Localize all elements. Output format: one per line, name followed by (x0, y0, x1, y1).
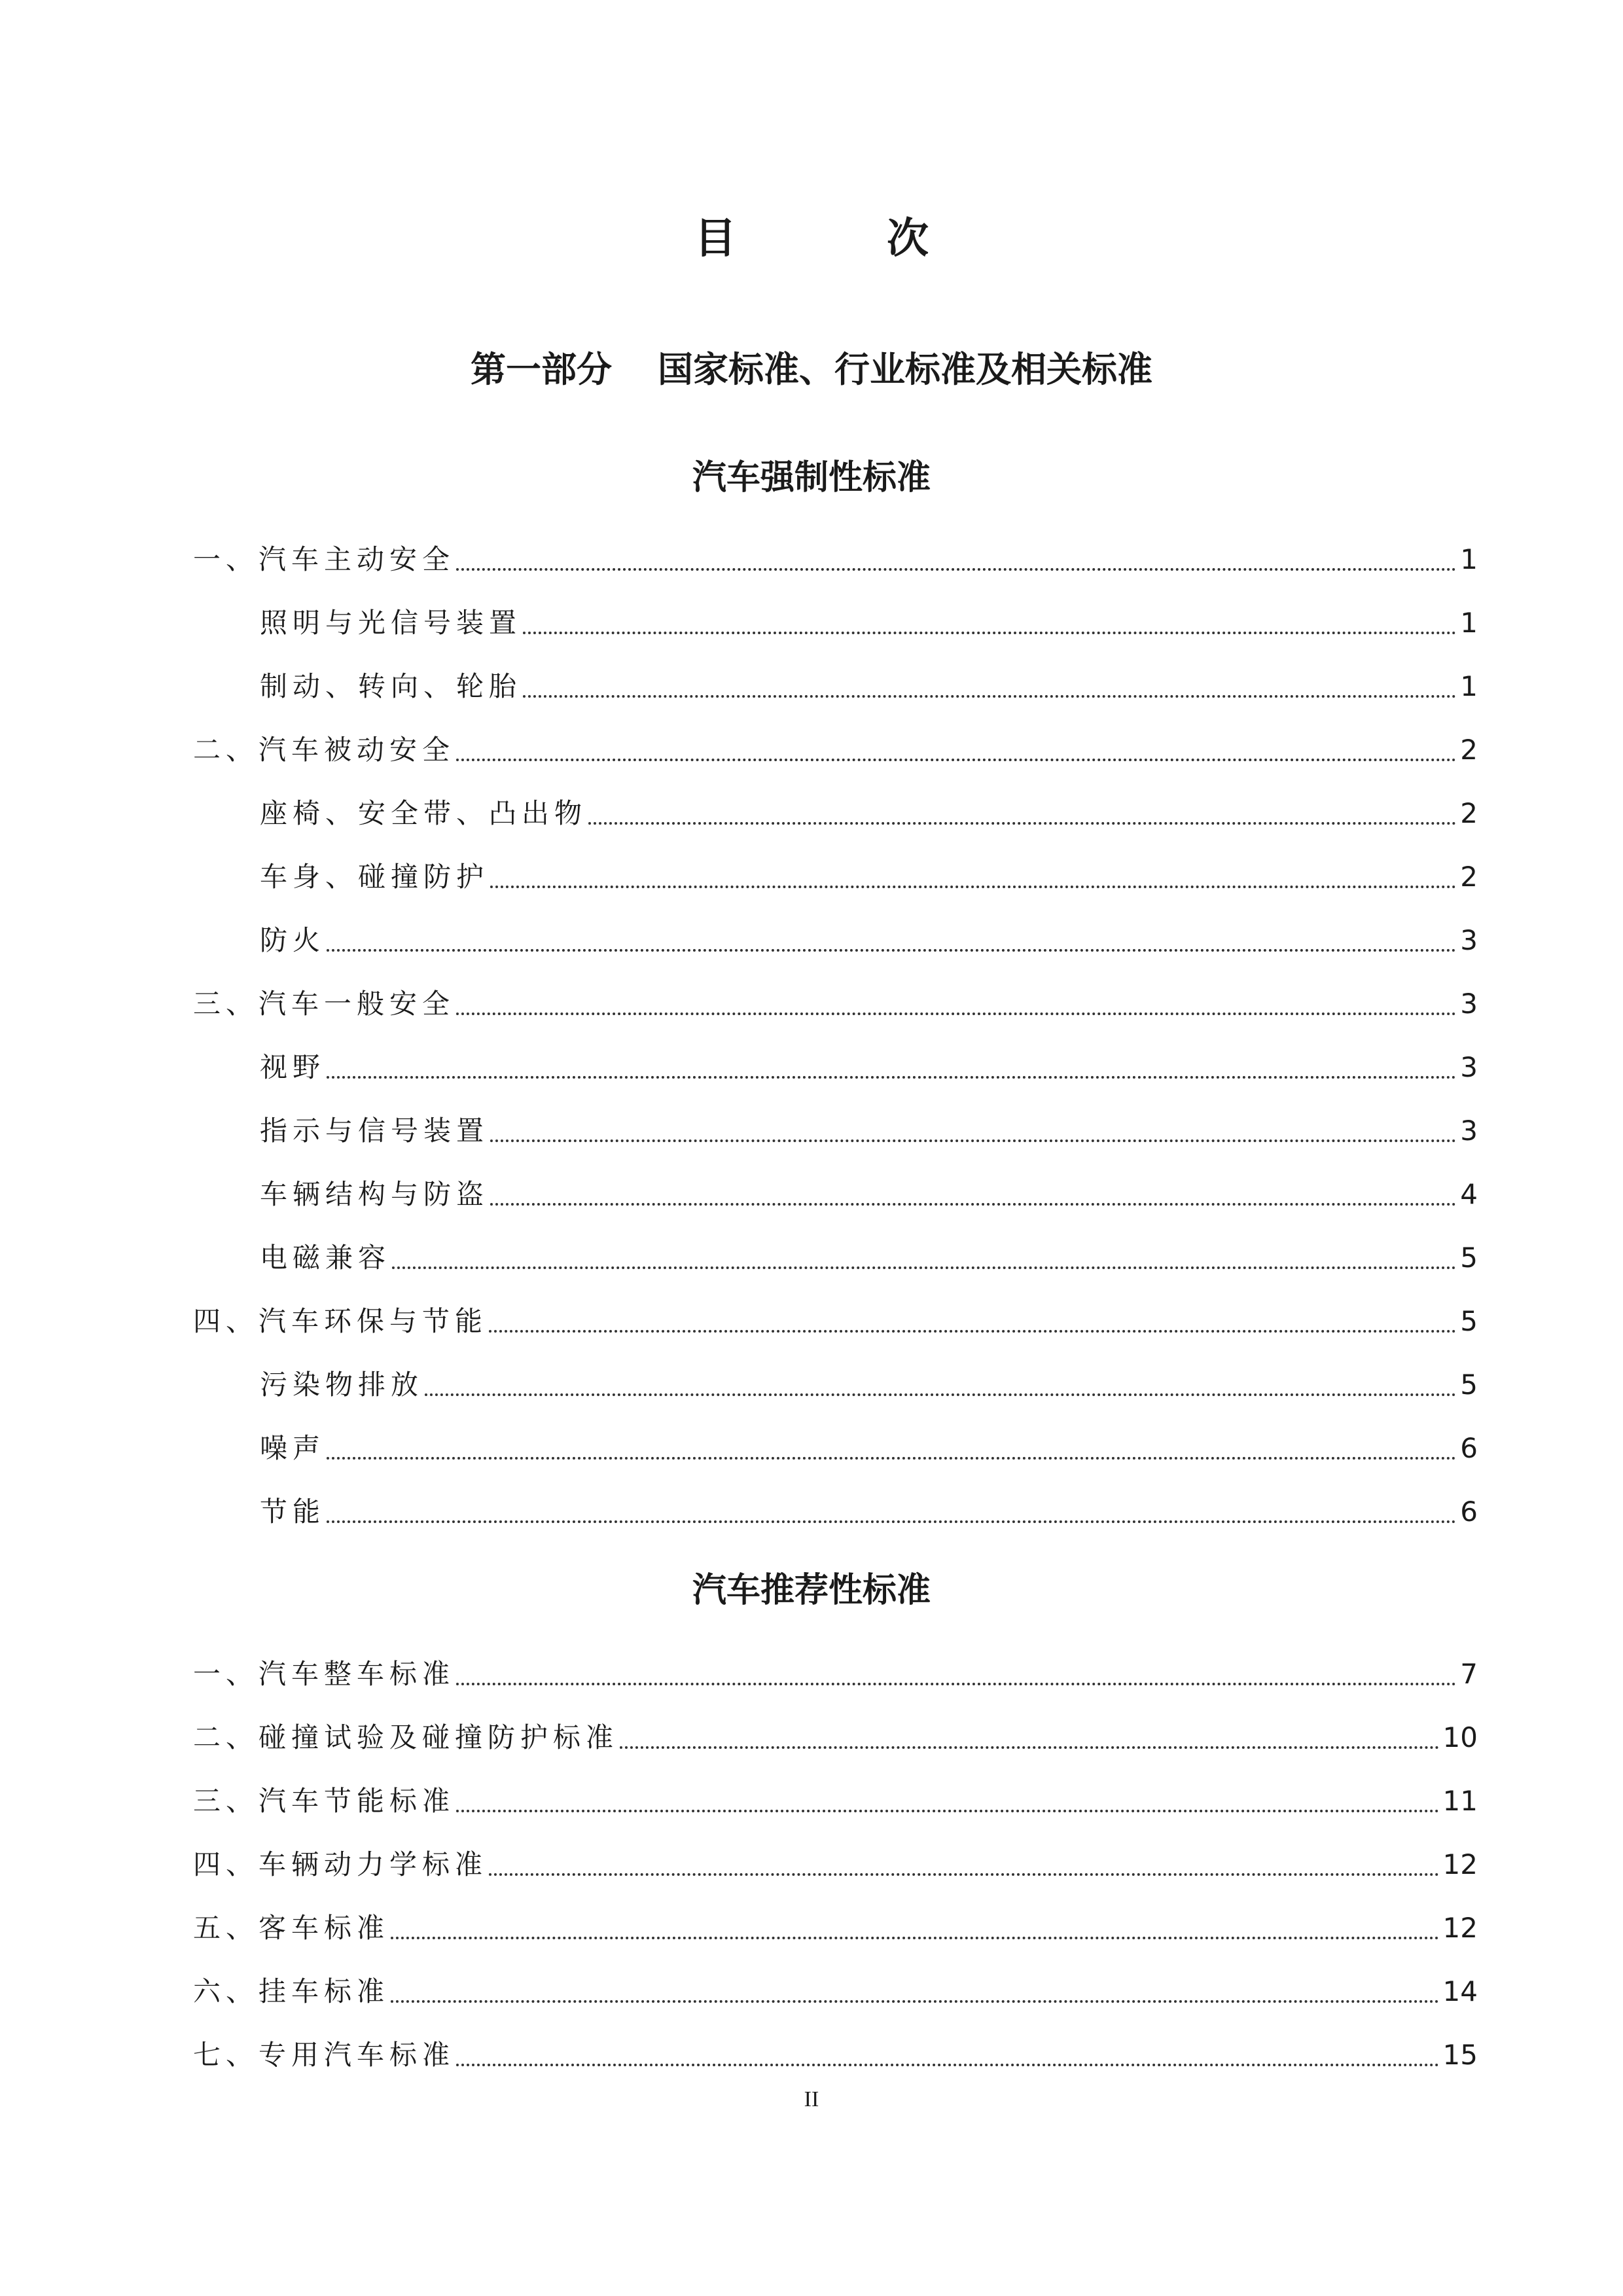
toc-entry-label: 噪声 (260, 1432, 326, 1464)
toc-entry[interactable] (260, 1175, 1478, 1214)
toc-entry[interactable] (260, 857, 1478, 897)
toc-leader-dots (391, 1937, 1439, 1939)
toc-entry[interactable] (193, 540, 1478, 579)
toc-entry-page: 2 (1460, 797, 1478, 829)
toc-entry[interactable] (260, 603, 1478, 643)
toc-entry-label: 污染物排放 (260, 1369, 424, 1401)
toc-entry[interactable] (193, 730, 1478, 770)
page-title-char-1: 目 (694, 215, 736, 263)
toc-leader-dots (490, 886, 1456, 888)
toc-entry-label: 二、汽车被动安全 (193, 734, 455, 766)
toc-leader-dots (588, 822, 1456, 825)
toc-entry-page: 6 (1460, 1432, 1478, 1464)
toc-leader-dots (456, 759, 1456, 761)
toc-entry-label: 指示与信号装置 (260, 1115, 490, 1147)
toc-entry-label: 座椅、安全带、凸出物 (260, 797, 588, 829)
toc-entry[interactable] (193, 1909, 1478, 1948)
page-title-char-2: 次 (887, 215, 929, 263)
toc-entry-page: 2 (1460, 734, 1478, 766)
toc-entry[interactable] (193, 1972, 1478, 2011)
toc-entry-page: 12 (1442, 1912, 1478, 1944)
toc-leader-dots (456, 568, 1456, 571)
toc-entry-page: 3 (1460, 924, 1478, 956)
toc-entry[interactable] (260, 921, 1478, 960)
toc-entry-page: 2 (1460, 861, 1478, 893)
toc-leader-dots (523, 632, 1456, 634)
part-name: 国家标准、行业标准及相关标准 (658, 349, 1152, 390)
toc-entry[interactable] (260, 1492, 1478, 1532)
toc-entry-label: 节能 (260, 1496, 326, 1528)
toc-entry-label: 视野 (260, 1051, 326, 1083)
toc-leader-dots (456, 1013, 1456, 1015)
toc-entry-page: 5 (1460, 1242, 1478, 1274)
toc-entry-page: 5 (1460, 1369, 1478, 1401)
toc-entry-page: 7 (1460, 1658, 1478, 1690)
toc-entry-label: 一、汽车整车标准 (193, 1658, 455, 1690)
toc-entry[interactable] (260, 667, 1478, 706)
toc-entry-label: 车身、碰撞防护 (260, 861, 490, 893)
toc-entry-page: 12 (1442, 1848, 1478, 1880)
toc-entry[interactable] (260, 1111, 1478, 1151)
toc-entry[interactable] (260, 1238, 1478, 1278)
toc-leader-dots (523, 695, 1456, 698)
toc-leader-dots (456, 1683, 1456, 1685)
part-number: 第一部分 (471, 349, 612, 390)
toc-entry-label: 制动、转向、轮胎 (260, 670, 522, 702)
toc-leader-dots (327, 949, 1456, 952)
toc-entry[interactable] (260, 1429, 1478, 1468)
toc-entry-label: 七、专用汽车标准 (193, 2039, 455, 2071)
toc-entry-page: 10 (1442, 1721, 1478, 1753)
toc-leader-dots (489, 1873, 1439, 1876)
toc-entry-page: 3 (1460, 988, 1478, 1020)
toc-leader-dots (392, 1266, 1456, 1269)
page-number-footer: II (804, 2087, 819, 2111)
toc-entry-label: 照明与光信号装置 (260, 607, 522, 639)
toc-leader-dots (425, 1393, 1456, 1396)
page-title (0, 213, 1623, 265)
toc-entry-page: 14 (1442, 1975, 1478, 2007)
toc-entry-label: 四、汽车环保与节能 (193, 1305, 488, 1337)
toc-entry-page: 1 (1460, 607, 1478, 639)
toc-entry-label: 二、碰撞试验及碰撞防护标准 (193, 1721, 619, 1753)
toc-entry[interactable] (193, 1782, 1478, 1821)
toc-entry-label: 六、挂车标准 (193, 1975, 390, 2007)
toc-entry-page: 3 (1460, 1115, 1478, 1147)
toc-entry-page: 5 (1460, 1305, 1478, 1337)
toc-entry-page: 11 (1442, 1785, 1478, 1817)
toc-entry-page: 1 (1460, 670, 1478, 702)
toc-entry[interactable] (260, 1048, 1478, 1087)
toc-leader-dots (456, 2064, 1439, 2066)
toc-entry-label: 车辆结构与防盗 (260, 1178, 490, 1210)
toc-leader-dots (490, 1203, 1456, 1206)
toc-entry[interactable] (193, 1655, 1478, 1694)
toc-leader-dots (456, 1810, 1439, 1812)
toc-leader-dots (327, 1520, 1456, 1523)
part-heading (0, 347, 1623, 393)
toc-entry[interactable] (193, 2036, 1478, 2075)
section-heading-mandatory: 汽车强制性标准 (692, 458, 931, 497)
toc-entry-label: 三、汽车一般安全 (193, 988, 455, 1020)
toc-entry-page: 6 (1460, 1496, 1478, 1528)
toc-entry-label: 一、汽车主动安全 (193, 543, 455, 575)
toc-leader-dots (327, 1457, 1456, 1460)
toc-entry-page: 1 (1460, 543, 1478, 575)
toc-leader-dots (489, 1330, 1456, 1333)
toc-entry[interactable] (193, 984, 1478, 1024)
toc-entry[interactable] (260, 794, 1478, 833)
toc-entry-label: 三、汽车节能标准 (193, 1785, 455, 1817)
toc-entry-label: 防火 (260, 924, 326, 956)
toc-entry[interactable] (260, 1365, 1478, 1405)
toc-leader-dots (391, 2000, 1439, 2003)
toc-entry[interactable] (193, 1718, 1478, 1757)
toc-entry-label: 四、车辆动力学标准 (193, 1848, 488, 1880)
toc-entry-page: 4 (1460, 1178, 1478, 1210)
toc-entry[interactable] (193, 1302, 1478, 1341)
toc-leader-dots (490, 1139, 1456, 1142)
toc-leader-dots (327, 1076, 1456, 1079)
toc-entry-label: 电磁兼容 (260, 1242, 391, 1274)
toc-entry-label: 五、客车标准 (193, 1912, 390, 1944)
section-heading-recommended: 汽车推荐性标准 (692, 1571, 931, 1610)
toc-leader-dots (620, 1746, 1439, 1749)
toc-entry[interactable] (193, 1845, 1478, 1884)
toc-entry-page: 3 (1460, 1051, 1478, 1083)
toc-entry-page: 15 (1442, 2039, 1478, 2071)
